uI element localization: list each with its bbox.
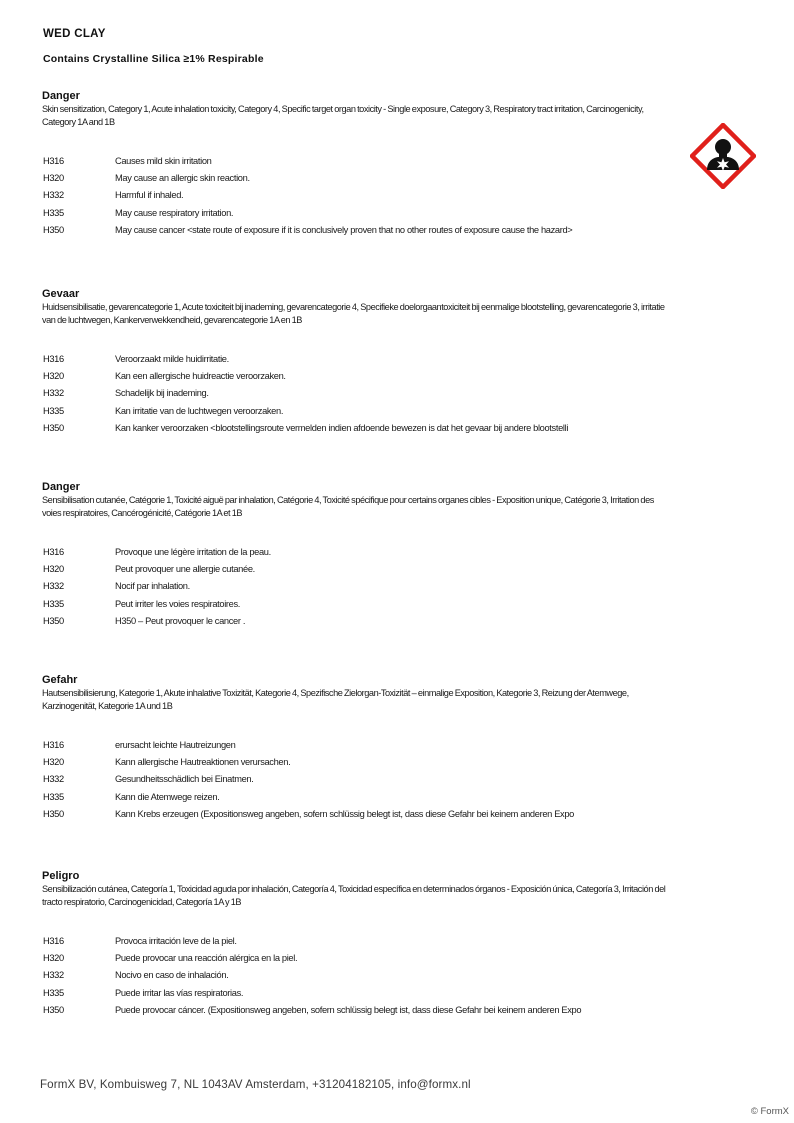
hazard-statement: [42, 385, 682, 402]
hazard-statement-list: [42, 351, 682, 437]
hazard-code: H350: [43, 422, 64, 433]
hazard-section-es: [42, 869, 682, 1019]
hazard-statement: [42, 170, 682, 187]
hazard-code: H320: [43, 564, 64, 575]
hazard-text: Peut irriter les voies respiratoires.: [115, 598, 241, 609]
hazard-code: H332: [43, 190, 64, 201]
hazard-section-nl: [42, 287, 682, 437]
hazard-statement: [42, 403, 682, 420]
hazard-statement: [42, 613, 682, 630]
hazard-statement-list: [42, 544, 682, 630]
hazard-text: Kann die Atemwege reizen.: [115, 791, 220, 802]
hazard-code: H335: [43, 405, 64, 416]
hazard-section-de: [42, 673, 682, 823]
hazard-classification: Skin sensitization, Category 1, Acute inhalation toxicity, Category 4, Specific target organ toxicity - Single exposure, Category 3, Respiratory tract irritation, Carcinogenicity, Category 1A and 1B: [42, 104, 644, 127]
document-subtitle: Contains Crystalline Silica ≥1% Respirable: [43, 53, 264, 65]
hazard-code: H320: [43, 757, 64, 768]
section-heading: Danger: [42, 90, 80, 102]
hazard-text: Peut provoquer une allergie cutanée.: [115, 564, 255, 575]
hazard-text: May cause an allergic skin reaction.: [115, 173, 250, 184]
hazard-classification: Hautsensibilisierung, Kategorie 1, Akute inhalative Toxizität, Kategorie 4, Spezifische Zielorgan-Toxizität – einmalige Exposition, Kategorie 3, Reizung der Atemwege, Karzinogenität, Kategorie 1A und 1B: [42, 688, 629, 711]
hazard-statement: [42, 205, 682, 222]
hazard-code: H350: [43, 808, 64, 819]
hazard-statement-list: [42, 153, 682, 239]
hazard-code: H335: [43, 598, 64, 609]
hazard-statement: [42, 222, 682, 239]
hazard-text: Kan kanker veroorzaken <blootstellingsroute vermelden indien afdoende bewezen is dat het gevaar bij andere blootstelli: [115, 422, 569, 433]
hazard-statement-list: [42, 737, 682, 823]
hazard-code: H316: [43, 547, 64, 557]
hazard-code: H332: [43, 970, 64, 981]
hazard-statement: [42, 737, 682, 754]
section-heading: Peligro: [42, 870, 80, 882]
hazard-statement: [42, 351, 682, 368]
hazard-text: Kann allergische Hautreaktionen verursachen.: [115, 757, 291, 768]
hazard-statement: [42, 561, 682, 578]
hazard-code: H332: [43, 388, 64, 399]
hazard-statement: [42, 985, 682, 1002]
hazard-classification: Sensibilización cutánea, Categoría 1, Toxicidad aguda por inhalación, Categoría 4, Toxicidad específica en determinados órganos - Exposición única, Categoría 3, Irritación del tracto respiratorio, Carcinogenicidad, Categoría 1A y 1B: [42, 884, 666, 907]
hazard-text: Puede provocar cáncer. (Expositionsweg angeben, sofern schlüssig belegt ist, dass diese Gefahr bei keinem anderen Expo: [115, 1004, 582, 1015]
hazard-code: H320: [43, 371, 64, 382]
hazard-statement: [42, 596, 682, 613]
hazard-statement-list: [42, 933, 682, 1019]
hazard-statement: [42, 950, 682, 967]
hazard-statement: [42, 368, 682, 385]
section-heading: Gevaar: [42, 288, 80, 300]
hazard-text: H350 – Peut provoquer le cancer .: [115, 615, 246, 626]
hazard-text: Kan irritatie van de luchtwegen veroorzaken.: [115, 405, 284, 416]
hazard-section-fr: [42, 480, 682, 630]
hazard-text: Nocif par inhalation.: [115, 581, 190, 592]
hazard-text: Puede provocar una reacción alérgica en la piel.: [115, 953, 298, 964]
hazard-code: H316: [43, 156, 64, 166]
hazard-code: H332: [43, 774, 64, 785]
hazard-classification: Huidsensibilisatie, gevarencategorie 1, Acute toxiciteit bij inademing, gevarencategorie 4, Specifieke doelorgaantoxiciteit bij eenmalige blootstelling, gevarencategorie 3, irritatie van de luchtwegen, Kankerverwekkendheid, gevarencategorie 1A en 1B: [42, 302, 665, 325]
hazard-code: H316: [43, 936, 64, 946]
hazard-statement: [42, 578, 682, 595]
hazard-text: Causes mild skin irritation: [115, 156, 212, 166]
hazard-statement: [42, 789, 682, 806]
hazard-code: H332: [43, 581, 64, 592]
section-heading: Danger: [42, 481, 80, 493]
copyright-notice: © FormX: [750, 1106, 789, 1117]
hazard-statement: [42, 420, 682, 437]
hazard-text: Provoque une légère irritation de la peau.: [115, 547, 271, 557]
hazard-text: May cause cancer <state route of exposure if it is conclusively proven that no other routes of exposure cause the hazard>: [115, 224, 573, 235]
hazard-statement: [42, 1002, 682, 1019]
document-title: WED CLAY: [43, 28, 106, 40]
hazard-code: H350: [43, 224, 64, 235]
hazard-code: H350: [43, 615, 64, 626]
hazard-code: H316: [43, 354, 64, 364]
hazard-code: H320: [43, 173, 64, 184]
footer-contact: FormX BV, Kombuisweg 7, NL 1043AV Amsterdam, +31204182105, info@formx.nl: [40, 1078, 471, 1091]
hazard-text: Puede irritar las vías respiratorias.: [115, 987, 244, 998]
hazard-classification: Sensibilisation cutanée, Catégorie 1, Toxicité aiguë par inhalation, Catégorie 4, Toxicité spécifique pour certains organes cibles - Exposition unique, Catégorie 3, Irritation des voies respiratoires, Cancérogénicité, Catégorie 1A et 1B: [42, 495, 654, 518]
hazard-text: Provoca irritación leve de la piel.: [115, 936, 237, 946]
hazard-statement: [42, 806, 682, 823]
hazard-code: H335: [43, 987, 64, 998]
hazard-statement: [42, 544, 682, 561]
hazard-text: Veroorzaakt milde huidirritatie.: [115, 354, 229, 364]
hazard-code: H335: [43, 207, 64, 218]
hazard-text: Gesundheitsschädlich bei Einatmen.: [115, 774, 254, 785]
health-hazard-ghs08-icon: [690, 123, 756, 189]
hazard-statement: [42, 187, 682, 204]
hazard-text: Kan een allergische huidreactie veroorzaken.: [115, 371, 286, 382]
hazard-text: erursacht leichte Hautreizungen: [115, 740, 236, 750]
hazard-text: Harmful if inhaled.: [115, 190, 184, 201]
hazard-code: H320: [43, 953, 64, 964]
hazard-text: Schadelijk bij inademing.: [115, 388, 209, 399]
hazard-statement: [42, 153, 682, 170]
hazard-statement: [42, 933, 682, 950]
hazard-statement: [42, 771, 682, 788]
hazard-section-en: [42, 89, 682, 239]
hazard-code: H350: [43, 1004, 64, 1015]
hazard-code: H335: [43, 791, 64, 802]
hazard-text: May cause respiratory irritation.: [115, 207, 234, 218]
hazard-statement: [42, 967, 682, 984]
section-heading: Gefahr: [42, 674, 78, 686]
hazard-code: H316: [43, 740, 64, 750]
hazard-text: Kann Krebs erzeugen (Expositionsweg angeben, sofern schlüssig belegt ist, dass diese Gefahr bei keinem anderen Expo: [115, 808, 574, 819]
hazard-text: Nocivo en caso de inhalación.: [115, 970, 229, 981]
hazard-statement: [42, 754, 682, 771]
health-hazard-pictogram: [690, 123, 756, 189]
